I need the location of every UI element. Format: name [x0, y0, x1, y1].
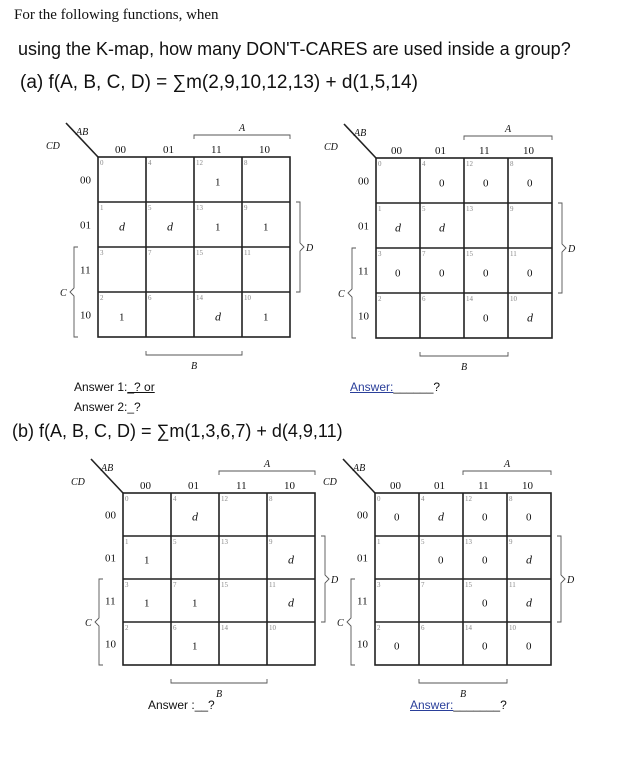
- cell-index: 14: [466, 295, 473, 303]
- col-header: 00: [390, 480, 401, 492]
- cell-value: 0: [483, 177, 489, 190]
- corner-ab: AB: [76, 127, 89, 138]
- cell-index: 12: [466, 160, 473, 168]
- cell-value: 1: [215, 176, 221, 189]
- row-header: 10: [105, 638, 116, 651]
- cell-index: 11: [269, 581, 276, 589]
- answer1-label: Answer 1:: [74, 380, 128, 394]
- cell-index: 0: [125, 495, 129, 503]
- col-header: 11: [478, 480, 489, 492]
- cell-value: 0: [482, 597, 488, 610]
- cell-index: 6: [421, 624, 425, 632]
- label-a: A: [505, 124, 512, 135]
- bracket-d: [558, 203, 566, 293]
- label-b: B: [216, 689, 223, 700]
- dont-care-cell: d: [395, 220, 401, 235]
- bracket-a: [194, 135, 290, 139]
- cell-index: 7: [422, 250, 426, 258]
- col-header: 00: [391, 145, 402, 157]
- row-header: 11: [105, 595, 116, 608]
- cell-value: 1: [263, 221, 269, 234]
- label-d: D: [567, 575, 575, 586]
- cell-index: 0: [378, 160, 382, 168]
- bracket-d: [557, 536, 565, 622]
- cell-value: 0: [526, 640, 532, 653]
- row-header: 11: [357, 595, 368, 608]
- col-header: 11: [236, 480, 247, 492]
- cell-index: 14: [465, 624, 472, 632]
- bracket-a: [464, 136, 552, 140]
- cell-index: 4: [421, 495, 425, 503]
- corner-ab: AB: [353, 463, 366, 474]
- row-header: 01: [105, 552, 116, 565]
- cell-index: 5: [422, 205, 426, 213]
- cell-index: 8: [510, 160, 514, 168]
- answer2-label: Answer 2:: [74, 400, 128, 414]
- cell-index: 5: [148, 204, 152, 212]
- cell-index: 9: [269, 538, 273, 546]
- cell-index: 2: [100, 294, 104, 302]
- dont-care-cell: d: [288, 595, 294, 610]
- cell-index: 2: [377, 624, 381, 632]
- cell-index: 1: [100, 204, 104, 212]
- answer-b-blank[interactable]: __?: [194, 698, 215, 712]
- label-d: D: [568, 244, 576, 255]
- cell-value: 1: [192, 597, 198, 610]
- answer-b-right-label: Answer:: [410, 698, 454, 712]
- dont-care-cell: d: [526, 595, 532, 610]
- cell-value: 1: [144, 597, 150, 610]
- cell-index: 9: [509, 538, 513, 546]
- cell-index: 11: [509, 581, 516, 589]
- dont-care-cell: d: [192, 509, 198, 524]
- label-a: A: [264, 459, 271, 470]
- cell-index: 9: [510, 205, 514, 213]
- part-a-title: (a) f(A, B, C, D) = ∑m(2,9,10,12,13) + d(1,5,14): [20, 72, 418, 93]
- part-b-answer-right: [410, 698, 507, 712]
- dont-care-cell: d: [527, 310, 533, 325]
- cell-value: 1: [119, 311, 125, 324]
- cell-index: 1: [378, 205, 382, 213]
- cell-index: 3: [378, 250, 382, 258]
- cell-index: 1: [377, 538, 381, 546]
- col-header: 01: [188, 480, 199, 492]
- col-header: 10: [523, 145, 534, 157]
- kmap-a-right: [324, 124, 576, 373]
- answer2-blank[interactable]: _?: [127, 400, 141, 414]
- cell-index: 7: [173, 581, 177, 589]
- label-b: B: [461, 362, 468, 373]
- cell-index: 6: [148, 294, 152, 302]
- part-b-title: (b) f(A, B, C, D) = ∑m(1,3,6,7) + d(4,9,11): [12, 421, 343, 441]
- answer-b-right-blank[interactable]: _______?: [453, 698, 507, 712]
- cell-index: 4: [173, 495, 177, 503]
- intro-line: For the following functions, when: [14, 7, 219, 23]
- cell-index: 3: [125, 581, 129, 589]
- bracket-a: [219, 471, 315, 475]
- row-header: 00: [105, 509, 116, 522]
- answer-b-label: Answer :: [148, 698, 195, 712]
- label-c: C: [337, 618, 344, 629]
- cell-index: 11: [510, 250, 517, 258]
- cell-index: 2: [378, 295, 382, 303]
- part-b-answer: [148, 698, 215, 712]
- cell-index: 6: [422, 295, 426, 303]
- dont-care-cell: d: [526, 552, 532, 567]
- cell-value: 0: [483, 312, 489, 325]
- bracket-c: [95, 579, 103, 665]
- label-a: A: [504, 459, 511, 470]
- corner-cd: CD: [71, 477, 85, 488]
- part-a-answer1: [74, 380, 155, 394]
- cell-index: 9: [244, 204, 248, 212]
- cell-index: 15: [466, 250, 473, 258]
- cell-value: 0: [527, 267, 533, 280]
- cell-value: 0: [526, 511, 532, 524]
- dont-care-cell: d: [288, 552, 294, 567]
- cell-index: 12: [465, 495, 472, 503]
- kmap-b-right: [323, 459, 575, 700]
- label-d: D: [331, 575, 339, 586]
- row-header: 00: [80, 174, 91, 187]
- cell-index: 7: [148, 249, 152, 257]
- col-header: 10: [522, 480, 533, 492]
- cell-value: 1: [215, 221, 221, 234]
- cell-index: 14: [221, 624, 228, 632]
- answer-right-blank[interactable]: ______?: [393, 380, 441, 394]
- part-a-answer2: [74, 400, 141, 414]
- cell-index: 1: [125, 538, 129, 546]
- cell-value: 0: [394, 511, 400, 524]
- label-a: A: [239, 123, 246, 134]
- cell-index: 10: [510, 295, 517, 303]
- corner-cd: CD: [324, 142, 338, 153]
- cell-index: 10: [269, 624, 276, 632]
- cell-value: 0: [438, 554, 444, 567]
- part-a-answer-right: [350, 380, 440, 394]
- row-header: 10: [80, 309, 91, 322]
- bracket-b: [419, 679, 507, 683]
- bracket-a: [463, 471, 551, 475]
- bracket-d: [296, 202, 304, 292]
- cell-index: 13: [221, 538, 228, 546]
- dont-care-cell: d: [167, 219, 173, 234]
- label-d: D: [306, 243, 314, 254]
- cell-index: 10: [244, 294, 251, 302]
- cell-index: 5: [421, 538, 425, 546]
- answer1-blank[interactable]: _? or: [127, 380, 155, 394]
- cell-value: 0: [395, 267, 401, 280]
- row-header: 10: [358, 310, 369, 323]
- cell-value: 1: [192, 640, 198, 653]
- bracket-c: [70, 247, 78, 337]
- cell-index: 13: [196, 204, 203, 212]
- row-header: 00: [357, 509, 368, 522]
- col-header: 11: [211, 144, 222, 156]
- cell-index: 15: [221, 581, 228, 589]
- bracket-b: [171, 679, 267, 683]
- cell-index: 4: [422, 160, 426, 168]
- corner-cd: CD: [323, 477, 337, 488]
- label-c: C: [85, 618, 92, 629]
- cell-value: 0: [527, 177, 533, 190]
- bracket-c: [347, 579, 355, 665]
- cell-index: 0: [377, 495, 381, 503]
- cell-index: 3: [377, 581, 381, 589]
- corner-cd: CD: [46, 141, 60, 152]
- col-header: 00: [140, 480, 151, 492]
- dont-care-cell: d: [439, 220, 445, 235]
- cell-index: 8: [269, 495, 273, 503]
- label-b: B: [191, 361, 198, 372]
- cell-index: 0: [100, 159, 104, 167]
- cell-value: 1: [144, 554, 150, 567]
- row-header: 01: [358, 220, 369, 233]
- bracket-b: [146, 351, 242, 355]
- cell-index: 12: [221, 495, 228, 503]
- row-header: 01: [357, 552, 368, 565]
- kmap-a-left: [46, 123, 314, 372]
- bracket-d: [321, 536, 329, 622]
- label-c: C: [60, 288, 67, 299]
- cell-index: 10: [509, 624, 516, 632]
- cell-value: 0: [483, 267, 489, 280]
- cell-index: 5: [173, 538, 177, 546]
- cell-index: 6: [173, 624, 177, 632]
- cell-index: 4: [148, 159, 152, 167]
- cell-index: 13: [465, 538, 472, 546]
- corner-ab: AB: [354, 128, 367, 139]
- col-header: 01: [163, 144, 174, 156]
- row-header: 00: [358, 175, 369, 188]
- bracket-b: [420, 352, 508, 356]
- cell-index: 8: [244, 159, 248, 167]
- cell-index: 13: [466, 205, 473, 213]
- question-line: using the K-map, how many DON'T-CARES are used inside a group?: [18, 39, 571, 59]
- col-header: 11: [479, 145, 490, 157]
- label-c: C: [338, 289, 345, 300]
- cell-index: 7: [421, 581, 425, 589]
- cell-index: 3: [100, 249, 104, 257]
- cell-value: 1: [263, 311, 269, 324]
- cell-value: 0: [482, 511, 488, 524]
- cell-index: 2: [125, 624, 129, 632]
- col-header: 10: [284, 480, 295, 492]
- cell-value: 0: [482, 554, 488, 567]
- dont-care-cell: d: [215, 309, 221, 324]
- col-header: 00: [115, 144, 126, 156]
- kmap-b-left: [71, 459, 339, 700]
- cell-index: 12: [196, 159, 203, 167]
- col-header: 01: [435, 145, 446, 157]
- col-header: 01: [434, 480, 445, 492]
- cell-index: 11: [244, 249, 251, 257]
- dont-care-cell: d: [119, 219, 125, 234]
- cell-value: 0: [439, 177, 445, 190]
- cell-index: 15: [465, 581, 472, 589]
- answer-right-label: Answer:: [350, 380, 394, 394]
- row-header: 11: [80, 264, 91, 277]
- cell-value: 0: [482, 640, 488, 653]
- corner-ab: AB: [101, 463, 114, 474]
- row-header: 11: [358, 265, 369, 278]
- cell-value: 0: [394, 640, 400, 653]
- col-header: 10: [259, 144, 270, 156]
- cell-index: 14: [196, 294, 203, 302]
- cell-value: 0: [439, 267, 445, 280]
- row-header: 01: [80, 219, 91, 232]
- dont-care-cell: d: [438, 509, 444, 524]
- row-header: 10: [357, 638, 368, 651]
- cell-index: 15: [196, 249, 203, 257]
- bracket-c: [348, 248, 356, 338]
- cell-index: 8: [509, 495, 513, 503]
- label-b: B: [460, 689, 467, 700]
